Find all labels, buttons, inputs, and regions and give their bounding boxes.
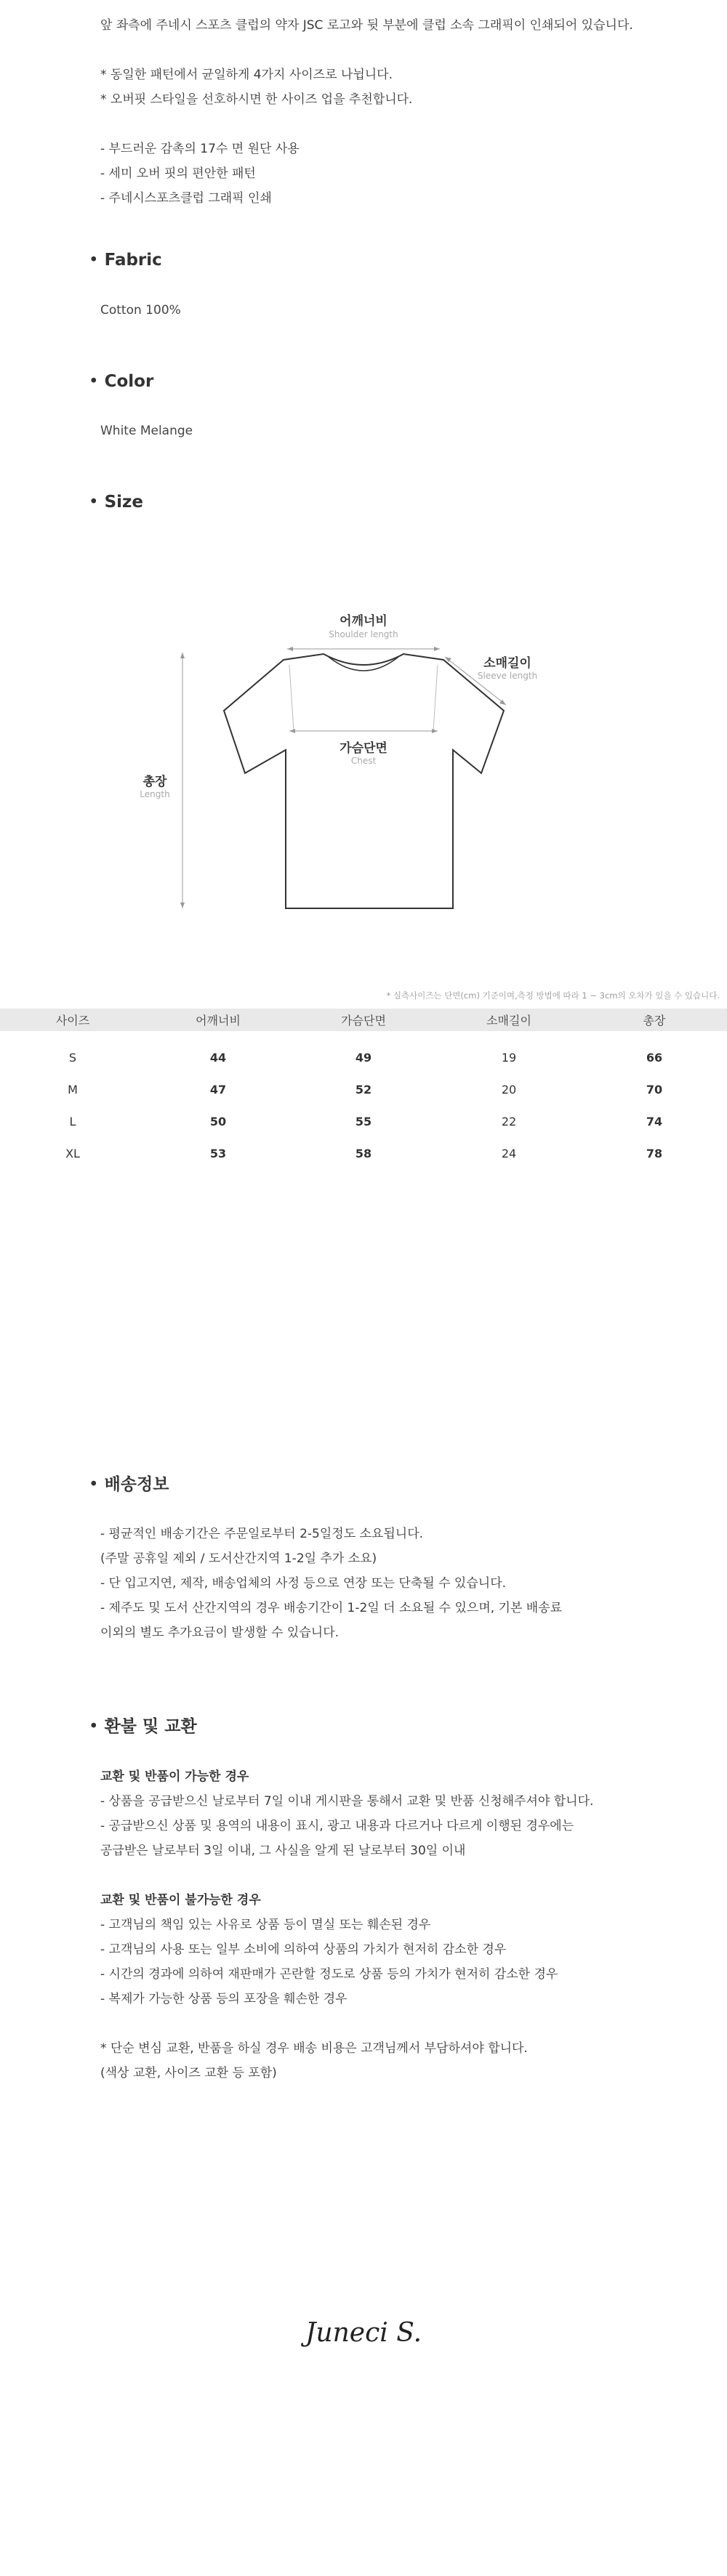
- chest-cell: 58: [355, 1146, 372, 1160]
- bullet-icon: •: [89, 372, 99, 391]
- shoulder-label-en: Shoulder length: [329, 629, 398, 639]
- shipping-line: 이외의 별도 추가요금이 발생할 수 있습니다.: [100, 1626, 340, 1640]
- refund-line: - 상품을 공급받으신 날로부터 7일 이내 게시판을 통해서 교환 및 반품 신청해주셔야 합니다.: [100, 1794, 594, 1809]
- size-cell: M: [68, 1082, 78, 1097]
- shipping-line: (주말 공휴일 제외 / 도서산간지역 1-2일 추가 소요): [100, 1551, 377, 1566]
- shipping-line: - 단 입고지연, 제작, 배송업체의 사정 등으로 연장 또는 단축될 수 있습니다.: [100, 1576, 507, 1591]
- refund-line: - 고객님의 사용 또는 일부 소비에 의하여 상품의 가치가 현저히 감소한 경우: [100, 1942, 507, 1957]
- table-row: [0, 1041, 727, 1073]
- bullet-icon: •: [89, 1717, 99, 1736]
- description-line: 앞 좌측에 주네시 스포츠 클럽의 약자 JSC 로고와 뒷 부분에 클럽 소속 그래픽이 인쇄되어 있습니다.: [100, 18, 633, 33]
- description-line: * 오버핏 스타일을 선호하시면 한 사이즈 업을 추천합니다.: [100, 92, 413, 107]
- table-row: [0, 1105, 727, 1137]
- header-chest: 가슴단면: [291, 1009, 436, 1031]
- header-sleeve: 소매길이: [436, 1009, 582, 1031]
- sleeve-cell: 22: [501, 1114, 517, 1128]
- refund-info: [100, 1764, 711, 2086]
- bullet-icon: •: [89, 1475, 99, 1494]
- shoulder-label: 어깨너비: [340, 614, 387, 629]
- fabric-value: Cotton 100%: [100, 303, 181, 318]
- sleeve-label: 소매길이: [483, 656, 531, 671]
- tshirt-outline: [224, 654, 504, 908]
- length-cell: 74: [646, 1114, 663, 1128]
- header-length: 총장: [582, 1009, 727, 1031]
- tshirt-collar: [329, 657, 398, 671]
- sleeve-cell: 19: [501, 1050, 517, 1065]
- shoulder-cell: 53: [209, 1146, 227, 1160]
- shoulder-cell: 44: [209, 1050, 227, 1065]
- length-label-en: Length: [140, 789, 170, 799]
- size-cell: S: [68, 1050, 77, 1065]
- shipping-info: [100, 1522, 711, 1645]
- color-title: Color: [104, 372, 154, 391]
- size-cell: XL: [65, 1146, 80, 1160]
- description-line: - 세미 오버 핏의 편안한 패턴: [100, 166, 256, 181]
- refund-line: - 고객님의 책임 있는 사유로 상품 등이 멸실 또는 훼손된 경우: [100, 1918, 431, 1932]
- table-row: [0, 1073, 727, 1105]
- refund-line: - 시간의 경과에 의하여 재판매가 곤란할 정도로 상품 등의 가치가 현저히 감소한 경우: [100, 1967, 558, 1982]
- shipping-title: 배송정보: [104, 1475, 169, 1494]
- table-row: [0, 1137, 727, 1169]
- refund-line: - 복제가 가능한 상품 등의 포장을 훼손한 경우: [100, 1992, 348, 2006]
- brand-signature: Juneci S.: [305, 2318, 422, 2348]
- header-shoulder: 어깨너비: [145, 1009, 291, 1031]
- refund-footnote: (색상 교환, 사이즈 교환 등 포함): [100, 2066, 277, 2080]
- size-title: Size: [104, 493, 144, 512]
- product-description: [100, 13, 711, 211]
- description-line: * 동일한 패턴에서 균일하게 4가지 사이즈로 나뉩니다.: [100, 68, 393, 82]
- refund-title: 환불 및 교환: [104, 1717, 197, 1736]
- chest-label-en: Chest: [350, 756, 377, 766]
- tshirt-size-diagram: [0, 596, 727, 930]
- shipping-line: - 평균적인 배송기간은 주문일로부터 2-5일정도 소요됩니다.: [100, 1527, 424, 1541]
- chest-label: 가슴단면: [340, 741, 387, 756]
- size-table-header: [0, 1009, 727, 1031]
- sleeve-cell: 24: [501, 1146, 517, 1160]
- length-cell: 70: [646, 1082, 663, 1097]
- bullet-icon: •: [89, 251, 99, 270]
- sleeve-label-en: Sleeve length: [477, 671, 538, 681]
- shoulder-cell: 50: [209, 1114, 227, 1128]
- refund-footnote: * 단순 변심 교환, 반품을 하실 경우 배송 비용은 고객님께서 부담하셔야 합니다.: [100, 2041, 528, 2056]
- length-cell: 78: [646, 1146, 663, 1160]
- refund-possible-title: 교환 및 반품이 가능한 경우: [100, 1769, 249, 1784]
- size-table: [0, 1009, 727, 1169]
- length-cell: 66: [646, 1050, 663, 1065]
- bullet-icon: •: [89, 493, 99, 512]
- size-cell: L: [69, 1114, 76, 1128]
- refund-heading: [89, 1713, 197, 1737]
- refund-line: 공급받은 날로부터 3일 이내, 그 사실을 알게 된 날로부터 30일 이내: [100, 1844, 466, 1858]
- size-heading: [89, 493, 143, 512]
- refund-impossible-title: 교환 및 반품이 불가능한 경우: [100, 1893, 261, 1907]
- chest-cell: 52: [355, 1082, 372, 1097]
- fabric-heading: [89, 251, 162, 270]
- shoulder-cell: 47: [209, 1082, 227, 1097]
- fabric-title: Fabric: [104, 251, 162, 270]
- length-label: 총장: [142, 775, 167, 789]
- header-size: 사이즈: [0, 1009, 145, 1031]
- chest-cell: 55: [355, 1114, 372, 1128]
- description-line: - 부드러운 감촉의 17수 면 원단 사용: [100, 142, 300, 156]
- measurement-note: * 실측사이즈는 단면(cm) 기준이며,측정 방법에 따라 1 ~ 3cm의 오차가 있을 수 있습니다.: [386, 990, 720, 1001]
- chest-cell: 49: [355, 1050, 372, 1065]
- color-value: White Melange: [100, 424, 193, 438]
- color-heading: [89, 372, 153, 391]
- refund-line: - 공급받으신 상품 및 용역의 내용이 표시, 광고 내용과 다르거나 다르게 이행된 경우에는: [100, 1819, 574, 1833]
- sleeve-cell: 20: [501, 1082, 517, 1097]
- shipping-heading: [89, 1471, 169, 1495]
- description-line: - 주네시스포츠클럽 그래픽 인쇄: [100, 191, 272, 206]
- shipping-line: - 제주도 및 도서 산간지역의 경우 배송기간이 1-2일 더 소요될 수 있으며, 기본 배송료: [100, 1601, 563, 1615]
